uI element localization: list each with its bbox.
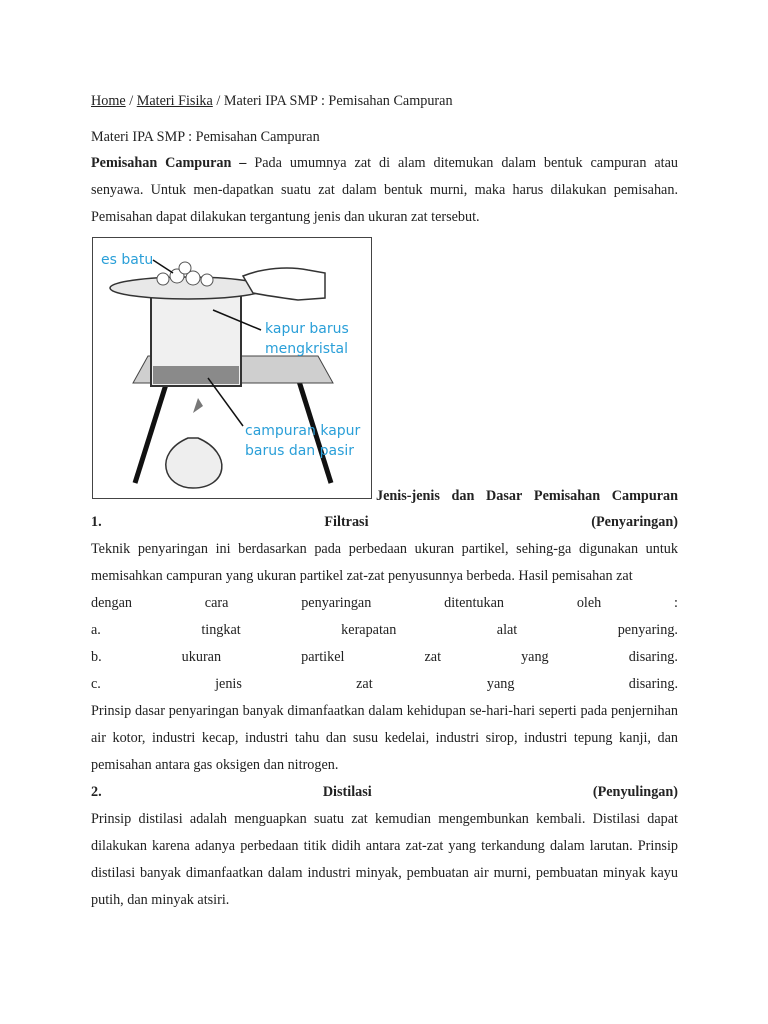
word: disaring. bbox=[628, 676, 678, 692]
word: kerapatan bbox=[341, 622, 397, 638]
page-title: Materi IPA SMP : Pemisahan Campuran bbox=[91, 129, 320, 145]
filtrasi-heading bbox=[91, 509, 678, 536]
filtrasi-number: 1. bbox=[91, 514, 102, 530]
list-item bbox=[91, 617, 678, 644]
section-heading-word: Campuran bbox=[611, 488, 678, 504]
word: alat bbox=[496, 622, 518, 638]
word: ukuran bbox=[181, 649, 222, 665]
intro-text: Pada umumnya zat di alam ditemukan dalam bentuk campuran atau senyawa. Untuk men-dapatkan suatu zat dalam bentuk murni, maka harus dilakukan pemisahan. Pemisahan dapat dilakukan tergantung jenis dan ukuran zat tersebut. bbox=[91, 155, 678, 225]
camphor-label-line2: mengkristal bbox=[265, 341, 349, 357]
distilasi-number: 2. bbox=[91, 784, 102, 800]
filtrasi-section bbox=[91, 509, 678, 914]
mixture-label-line1: campuran kapur bbox=[245, 423, 361, 439]
word: oleh bbox=[576, 595, 602, 611]
intro-lead: Pemisahan Campuran – bbox=[91, 155, 247, 171]
distilasi-heading bbox=[91, 779, 678, 806]
word: yang bbox=[521, 649, 549, 665]
filtrasi-title: Filtrasi bbox=[324, 514, 369, 530]
word: ditentukan bbox=[444, 595, 505, 611]
breadcrumb-home-link[interactable]: Home bbox=[91, 93, 126, 109]
word: c. bbox=[91, 676, 101, 692]
word: yang bbox=[486, 676, 515, 692]
intro-paragraph bbox=[91, 150, 678, 231]
word: partikel bbox=[301, 649, 345, 665]
distilasi-title: Distilasi bbox=[322, 784, 372, 800]
word: zat bbox=[424, 649, 442, 665]
word: b. bbox=[91, 649, 102, 665]
word: disaring. bbox=[628, 649, 678, 665]
word: penyaring. bbox=[617, 622, 678, 638]
section-heading-word: Dasar bbox=[486, 488, 523, 504]
mixture-label-line2: barus dan pasir bbox=[245, 443, 355, 459]
breadcrumb bbox=[91, 93, 453, 110]
word: penyaringan bbox=[301, 595, 372, 611]
distilasi-subtitle: (Penyulingan) bbox=[592, 784, 678, 800]
filtrasi-usage-paragraph: Prinsip dasar penyaringan banyak dimanfaatkan dalam kehidupan se-hari-hari seperti pada penjernihan air kotor, industri kecap, industri tahu dan susu kedelai, industri sirop, industri tepung kanji, dan pemisahan antara gas oksigen dan nitrogen. bbox=[91, 703, 678, 773]
word: cara bbox=[204, 595, 229, 611]
filtrasi-subtitle: (Penyaringan) bbox=[591, 514, 678, 530]
word: dengan bbox=[91, 595, 132, 611]
distilasi-paragraph: Prinsip distilasi adalah menguapkan suatu zat kemudian mengembunkan kembali. Distilasi dapat dilakukan karena adanya perbedaan titik didih antara zat-zat yang terkandung dalam larutan. Prinsip distilasi banyak dimanfaatkan dalam industri minyak, pembuatan air murni, pembuatan minyak kayu putih, dan minyak atsiri. bbox=[91, 811, 678, 908]
sublimation-diagram bbox=[93, 238, 371, 498]
ice-label: es batu bbox=[101, 252, 154, 268]
word: : bbox=[674, 595, 678, 611]
filtrasi-paragraph: Teknik penyaringan ini berdasarkan pada perbedaan ukuran partikel, sehing-ga digunakan untuk memisahkan campuran yang ukuran partikel zat-zat penyusunnya berbeda. Hasil pemisahan zat bbox=[91, 541, 678, 584]
list-item bbox=[91, 644, 678, 671]
breadcrumb-category-link[interactable]: Materi Fisika bbox=[136, 93, 213, 109]
camphor-label-line1: kapur barus bbox=[265, 321, 349, 337]
breadcrumb-current: Materi IPA SMP : Pemisahan Campuran bbox=[223, 93, 453, 109]
word: zat bbox=[356, 676, 373, 692]
breadcrumb-separator: / bbox=[212, 93, 224, 109]
section-heading-word: Jenis-jenis bbox=[376, 488, 440, 504]
section-heading-word: Pemisahan bbox=[533, 488, 601, 504]
section-heading-word: dan bbox=[451, 488, 475, 504]
filtrasi-criteria-line bbox=[91, 590, 678, 617]
breadcrumb-separator: / bbox=[125, 93, 137, 109]
list-item bbox=[91, 671, 678, 698]
word: jenis bbox=[215, 676, 242, 692]
word: tingkat bbox=[201, 622, 241, 638]
word: a. bbox=[91, 622, 101, 638]
sublimation-figure bbox=[92, 237, 372, 499]
